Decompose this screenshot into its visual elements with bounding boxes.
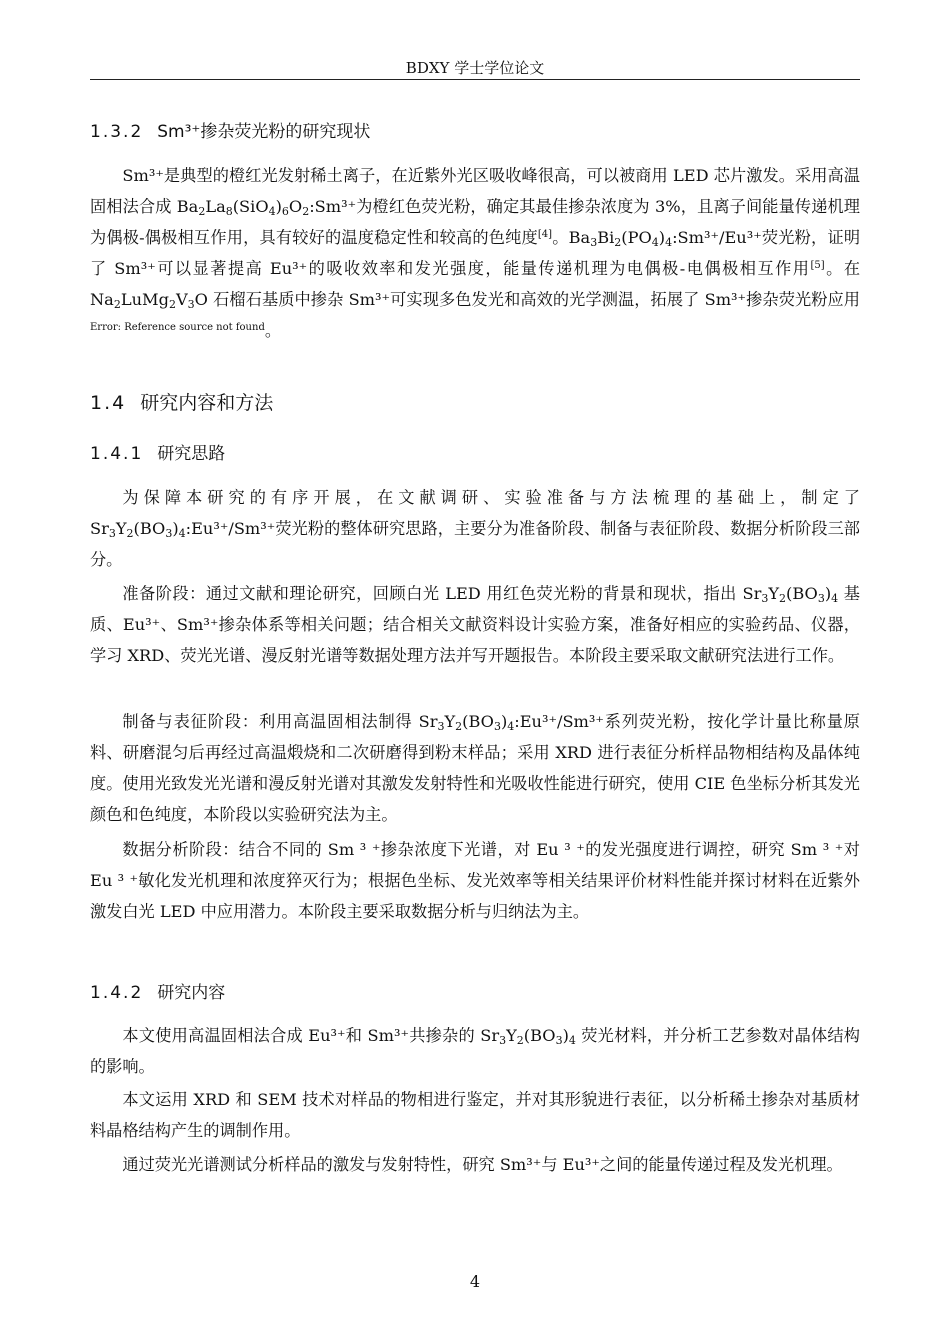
subscript: 2 <box>455 720 463 733</box>
superscript: Error: Reference source not found <box>90 322 265 333</box>
subscript: 2 <box>516 1034 524 1047</box>
subscript: 4 <box>268 205 276 218</box>
subscript: 2 <box>168 298 176 311</box>
subscript: 4 <box>651 236 659 249</box>
subscript: 3 <box>493 720 501 733</box>
subscript: 3 <box>761 592 769 605</box>
paragraph: Sm³⁺是典型的橙红光发射稀土离子，在近紫外光区吸收峰很高，可以被商用 LED 芯片激发。采用高温固相法合成 $Ba_2La_8(SiO_4)_6O_2:Sm^{3+}$为橙红色荧光粉，确定其最佳掺杂浓度为 3%，且离子间能量传递机理为偶极-偶极相互作用，具有较好的温度稳定性和较高的色纯度[4]。$Ba_3Bi_2(PO_4)_4:Sm^{3+}/Eu^{3+}$荧光粉，证明了 Sm³⁺可以显著提高 Eu³⁺的吸收效率和发光强度，能量传递机理为电偶极-电偶极相互作用[5]。在 $Na_2LuMg_2V_3O$ 石榴石基质中掺杂 Sm³⁺可实现多色发光和高效的光学测温，拓展了 Sm³⁺掺杂荧光粉应用$^{Error: Reference source not found}$。 <box>90 166 861 340</box>
subscript: 2 <box>198 205 206 218</box>
subscript: 3 <box>817 592 825 605</box>
subscript: 2 <box>126 527 134 540</box>
section-heading-1-4-2 <box>90 981 225 1005</box>
subscript: 2 <box>779 592 787 605</box>
subscript: 3 <box>165 527 173 540</box>
subscript: 4 <box>507 720 515 733</box>
page-number: 4 <box>469 1272 481 1291</box>
section-title: Sm³⁺掺杂荧光粉的研究现状 <box>157 122 371 142</box>
paragraph: 通过荧光光谱测试分析样品的激发与发射特性，研究 Sm³⁺与 Eu³⁺之间的能量传递过程及发光机理。 <box>122 1155 843 1174</box>
subscript: 8 <box>225 205 233 218</box>
section-number: 1.4 <box>90 392 127 414</box>
section-title: 研究内容和方法 <box>140 392 274 414</box>
subscript: 2 <box>614 236 622 249</box>
subscript: 3 <box>437 720 445 733</box>
subscript: 2 <box>113 298 121 311</box>
subscript: 4 <box>178 527 186 540</box>
paragraph: 本文运用 XRD 和 SEM 技术对样品的物相进行鉴定，并对其形貌进行表征，以分析稀土掺杂对基质材料晶格结构产生的调制作用。 <box>90 1090 860 1140</box>
subscript: 3 <box>590 236 598 249</box>
running-header: BDXY 学士学位论文 <box>405 59 545 77</box>
section-heading-1-4 <box>90 390 273 416</box>
header-rule <box>90 79 860 80</box>
section-title: 研究内容 <box>157 983 226 1003</box>
section-number: 1.3.2 <box>90 122 144 142</box>
paragraph: 本文使用高温固相法合成 Eu³⁺和 Sm³⁺共掺杂的 $Sr_3Y_2(BO_3)_4$ 荧光材料，并分析工艺参数对晶体结构的影响。 <box>90 1026 860 1076</box>
subscript: 2 <box>302 205 310 218</box>
subscript: 4 <box>568 1034 576 1047</box>
subscript: 3 <box>187 298 195 311</box>
paragraph: 准备阶段：通过文献和理论研究，回顾白光 LED 用红色荧光粉的背景和现状，指出 $Sr_3Y_2(BO_3)_4$ 基质、Eu³⁺、Sm³⁺掺杂体系等相关问题；结合相关文献资料设计实验方案，准备好相应的实验药品、仪器，学习 XRD、荧光光谱、漫反射光谱等数据处理方法并写开题报告。本阶段主要采取文献研究法进行工作。 <box>90 584 860 665</box>
subscript: 4 <box>665 236 673 249</box>
citation-ref: [5] <box>810 260 825 271</box>
paragraph: 制备与表征阶段：利用高温固相法制得 $Sr_3Y_2(BO_3)_4:Eu^{3+}/Sm^{3+}$系列荧光粉，按化学计量比称量原料、研磨混匀后再经过高温煅烧和二次研磨得到粉末样品；采用 XRD 进行表征分析样品物相结构及晶体纯度。使用光致发光光谱和漫反射光谱对其激发发射特性和光吸收性能进行研究，使用 CIE 色坐标分析其发光颜色和色纯度，本阶段以实验研究法为主。 <box>90 712 860 824</box>
subscript: 4 <box>831 592 839 605</box>
section-number: 1.4.1 <box>90 444 144 464</box>
section-heading-1-4-1 <box>90 442 225 466</box>
subscript: 3 <box>499 1034 507 1047</box>
subscript: 3 <box>555 1034 563 1047</box>
paragraph: 为保障本研究的有序开展，在文献调研、实验准备与方法梳理的基础上，制定了 $Sr_3Y_2(BO_3)_4:Eu^{3+}/Sm^{3+}$荧光粉的整体研究思路，主要分为准备阶段、制备与表征阶段、数据分析阶段三部分。 <box>90 488 860 569</box>
section-number: 1.4.2 <box>90 983 144 1003</box>
section-title: 研究思路 <box>157 444 226 464</box>
subscript: 3 <box>108 527 116 540</box>
subscript: 6 <box>281 205 289 218</box>
section-heading-1-3-2 <box>90 120 370 144</box>
paragraph: 数据分析阶段：结合不同的 Sm ³ ⁺掺杂浓度下光谱，对 Eu ³ ⁺的发光强度进行调控，研究 Sm ³ ⁺对 Eu ³ ⁺敏化发光机理和浓度猝灭行为；根据色坐标、发光效率等相关结果评价材料性能并探讨材料在近紫外激发白光 LED 中应用潜力。本阶段主要采取数据分析与归纳法为主。 <box>90 840 860 921</box>
citation-ref: [4] <box>537 229 553 240</box>
